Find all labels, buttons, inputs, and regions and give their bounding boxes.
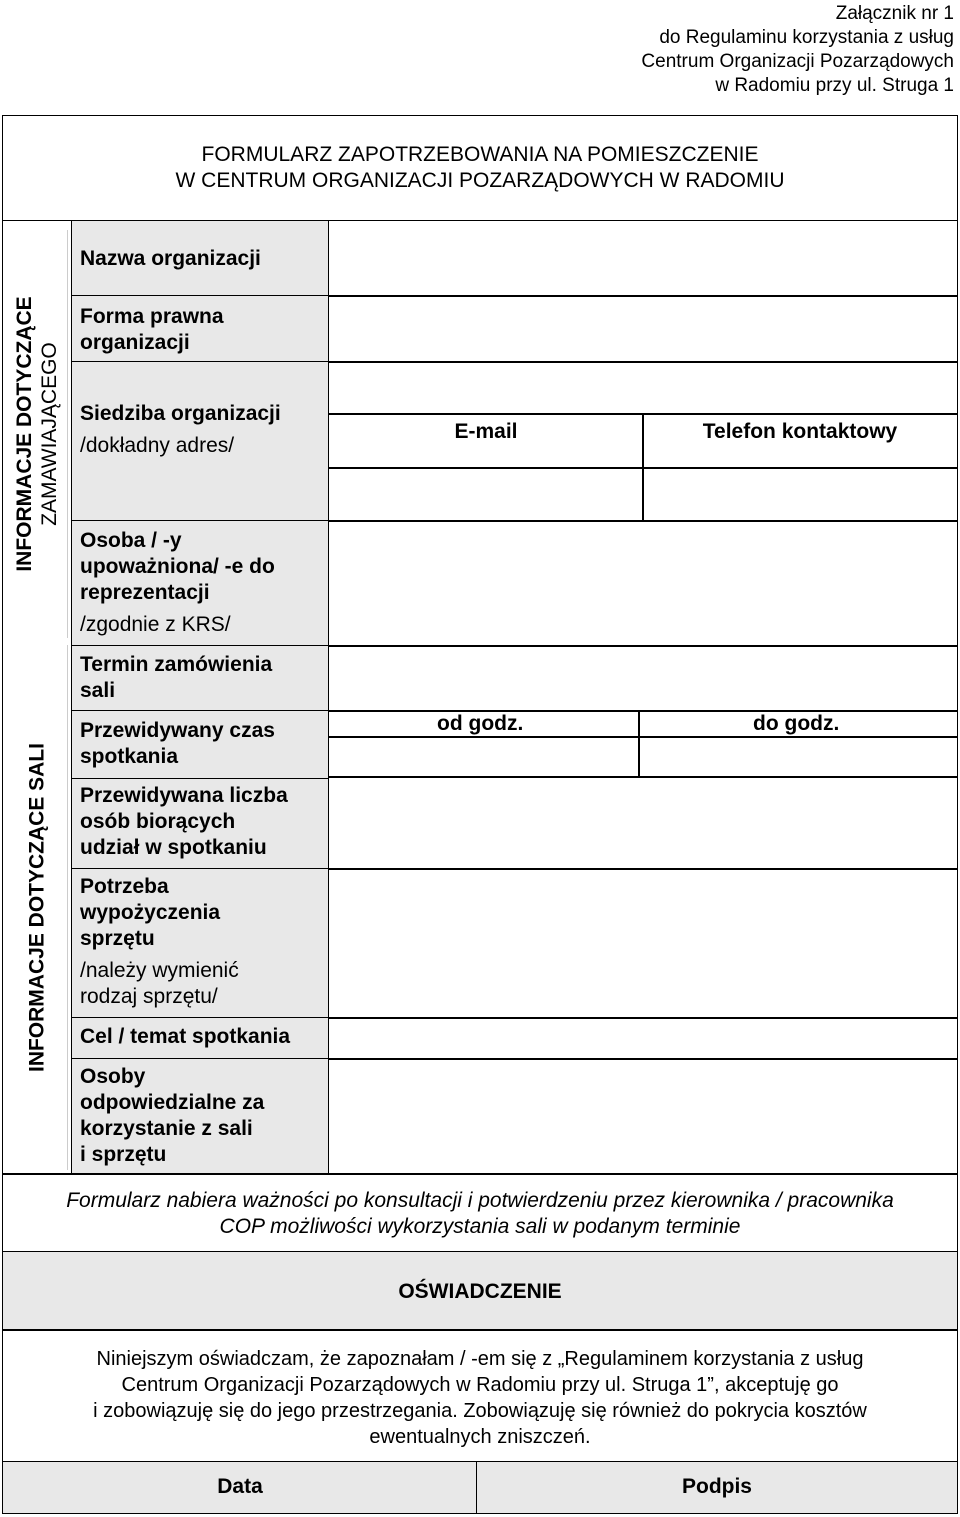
goal-field[interactable] bbox=[328, 1017, 958, 1060]
validity-note bbox=[2, 1173, 958, 1253]
section-orderer-label bbox=[6, 230, 68, 638]
to-hour-field[interactable] bbox=[638, 736, 958, 778]
seat-label: Siedziba organizacji /dokładny adres/ bbox=[80, 402, 281, 457]
email-label: E-mail bbox=[454, 420, 518, 443]
org-name-field[interactable] bbox=[328, 220, 958, 297]
email-field[interactable] bbox=[328, 467, 644, 522]
phone-label: Telefon kontaktowy bbox=[702, 420, 898, 443]
section-room-label-text: INFORMACJE DOTYCZĄCE SALI bbox=[25, 743, 49, 1073]
statement-line-2: Centrum Organizacji Pozarządowych w Radomiu przy ul. Struga 1”, akceptuję go bbox=[121, 1374, 839, 1396]
statement-body bbox=[2, 1329, 958, 1463]
signature-cell[interactable] bbox=[476, 1461, 958, 1514]
representative-label: Osoba / -y upoważniona/ -e do reprezentacji /zgodnie z KRS/ bbox=[80, 529, 275, 636]
phone-label-cell bbox=[642, 413, 958, 469]
from-hour-label-cell bbox=[328, 710, 640, 738]
from-hour-field[interactable] bbox=[328, 736, 640, 778]
form-title bbox=[2, 115, 958, 221]
header-line-4: w Radomiu przy ul. Struga 1 bbox=[715, 75, 954, 96]
meeting-time-label: Przewidywany czas spotkania bbox=[80, 719, 275, 768]
responsible-label: Osoby odpowiedzialne za korzystanie z sali i sprzętu bbox=[80, 1065, 265, 1166]
participants-field[interactable] bbox=[328, 776, 958, 870]
date-cell[interactable] bbox=[2, 1461, 478, 1514]
section-orderer-label-line-1: INFORMACJE DOTYCZĄCE bbox=[13, 296, 36, 572]
statement-line-4: ewentualnych zniszczeń. bbox=[369, 1426, 591, 1448]
date-label: Data bbox=[217, 1475, 263, 1498]
term-field[interactable] bbox=[328, 645, 958, 712]
address-field[interactable] bbox=[328, 361, 958, 415]
legal-form-label: Forma prawna organizacji bbox=[80, 305, 224, 354]
header-line-3: Centrum Organizacji Pozarządowych bbox=[641, 51, 954, 72]
email-label-cell bbox=[328, 413, 644, 469]
phone-field[interactable] bbox=[642, 467, 958, 522]
validity-note-line-1: Formularz nabiera ważności po konsultacji i potwierdzeniu przez kierownika / pracownika bbox=[66, 1189, 894, 1212]
legal-form-field[interactable] bbox=[328, 295, 958, 363]
representative-field[interactable] bbox=[328, 520, 958, 647]
header-line-1: Załącznik nr 1 bbox=[835, 3, 954, 24]
from-hour-label: od godz. bbox=[437, 712, 524, 735]
form-title-line-2: W CENTRUM ORGANIZACJI POZARZĄDOWYCH W RADOMIU bbox=[175, 169, 785, 192]
validity-note-line-2: COP możliwości wykorzystania sali w podanym terminie bbox=[219, 1215, 741, 1238]
responsible-field[interactable] bbox=[328, 1058, 958, 1175]
section-room-label bbox=[6, 645, 68, 1170]
statement-title: OŚWIADCZENIE bbox=[2, 1251, 958, 1331]
org-name-label: Nazwa organizacji bbox=[80, 247, 261, 270]
attachment-header bbox=[641, 2, 954, 98]
participants-label: Przewidywana liczba osób biorących udział w spotkaniu bbox=[80, 784, 288, 859]
form-title-line-1: FORMULARZ ZAPOTRZEBOWANIA NA POMIESZCZENIE bbox=[201, 143, 759, 166]
to-hour-label: do godz. bbox=[753, 712, 840, 735]
header-line-2: do Regulaminu korzystania z usług bbox=[659, 27, 954, 48]
equipment-field[interactable] bbox=[328, 868, 958, 1019]
statement-line-3: i zobowiązuję się do jego przestrzegania. Zobowiązuję się również do pokrycia kosztów bbox=[93, 1400, 867, 1422]
term-label: Termin zamówienia sali bbox=[80, 653, 273, 702]
statement-line-1: Niniejszym oświadczam, że zapoznałam / -em się z „Regulaminem korzystania z usług bbox=[96, 1348, 864, 1370]
goal-label: Cel / temat spotkania bbox=[80, 1025, 291, 1048]
signature-label: Podpis bbox=[681, 1475, 752, 1498]
section-orderer-label-line-2: ZAMAWIAJĄCEGO bbox=[38, 342, 61, 526]
to-hour-label-cell bbox=[638, 710, 958, 738]
equipment-label: Potrzeba wypożyczenia sprzętu /należy wymienić rodzaj sprzętu/ bbox=[80, 875, 239, 1008]
